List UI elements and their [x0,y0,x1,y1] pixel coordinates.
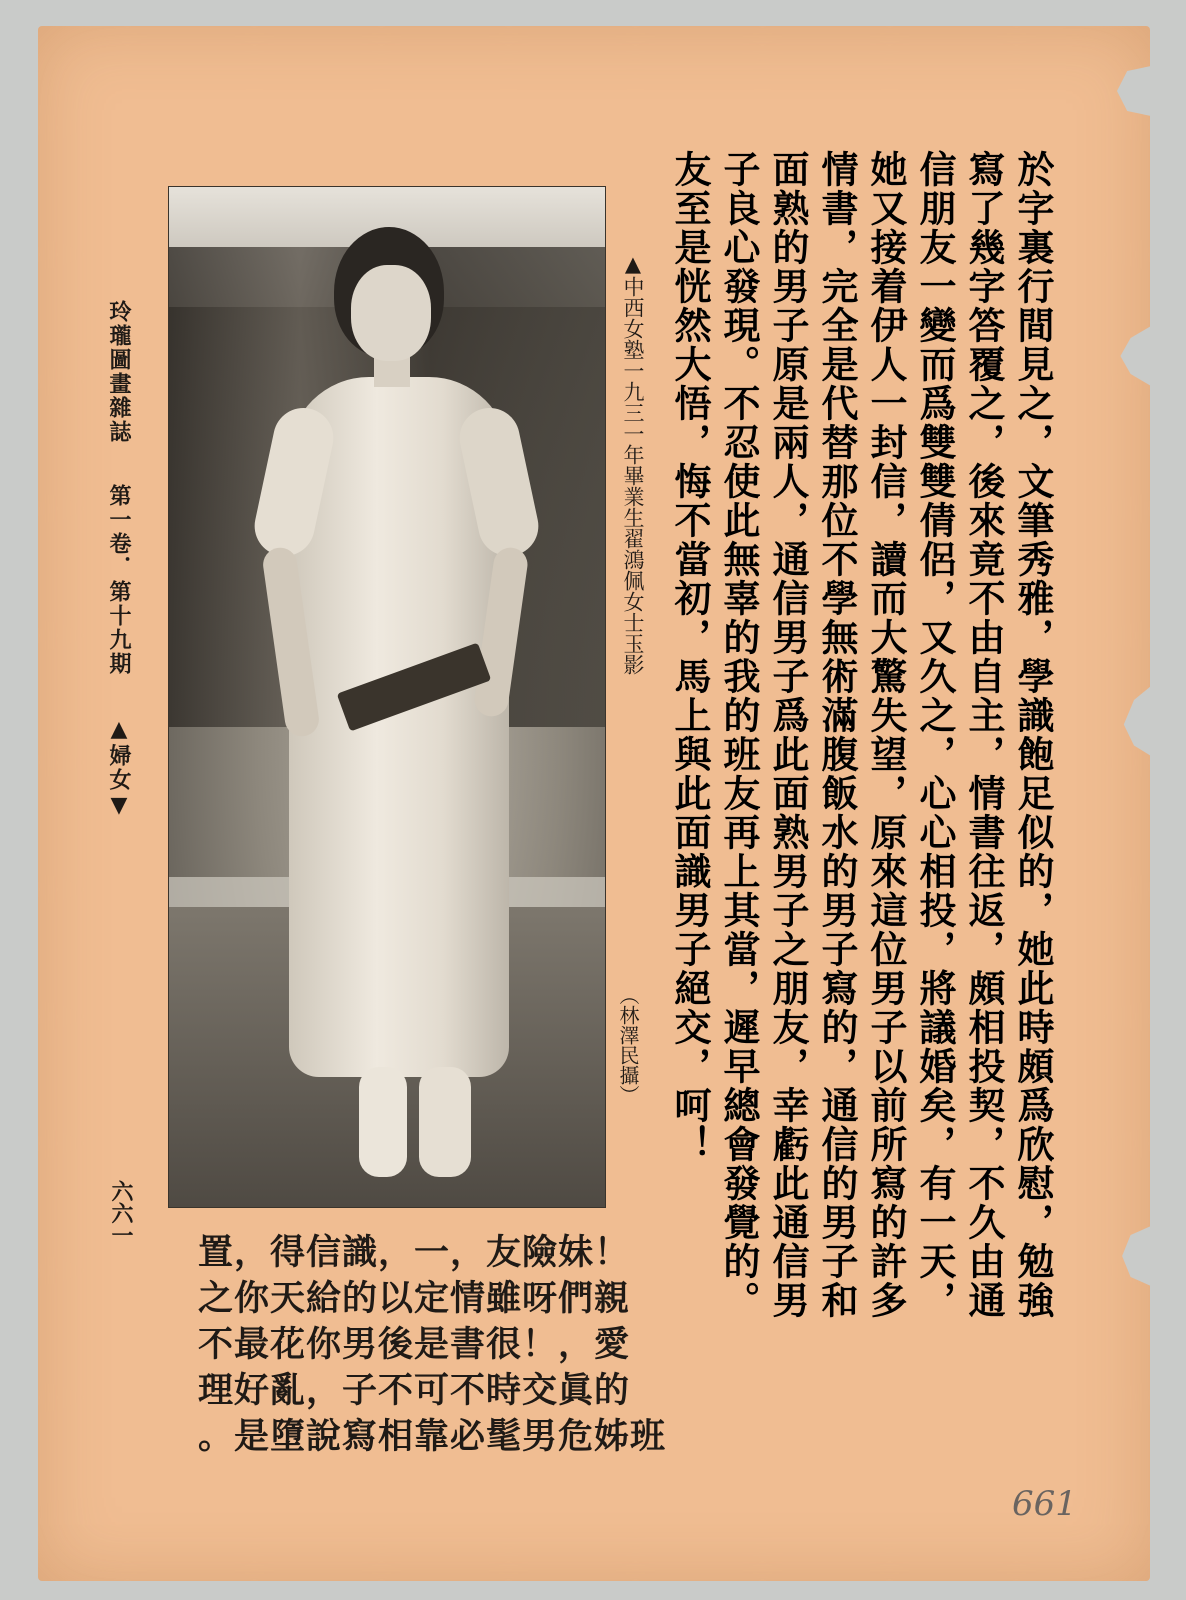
page-number: 六六一 [108,1180,134,1246]
text-column: 於字裏行間見之，文筆秀雅，學識飽足似的，她此時頗爲欣慰，勉強 [1011,150,1055,1320]
text-column: 她又接着伊人一封信，讀而大驚失望，原來這位男子以前所寫的許多 [864,150,908,1320]
section-label: ▲婦女▼ [106,716,132,820]
running-head [104,300,135,1200]
figure-face [351,265,431,361]
photo-credit: （林澤民攝） [616,985,640,1105]
magazine-title: 玲瓏圖畫雜誌 [106,300,132,444]
text-column: 面熟的男子原是兩人，通信男子爲此面熟男子之朋友，幸虧此通信男 [766,150,810,1320]
text-column: 子良心發現。不忍使此無辜的我的班友再上其當，遲早總會發覺的。 [717,150,761,1320]
text-column: 情書，完全是代替那位不學無術滿腹飯水的男子寫的，通信的男子和 [815,150,859,1320]
text-column: 友至是恍然大悟，悔不當初，馬上與此面識男子絕交，呵！ [668,150,712,1164]
text-row: 之你天給的以定情雖呀們親 [198,1278,631,1319]
text-row: 。是墮說寫相靠必髦男危姊班 [198,1416,667,1457]
article-body-lower [198,1230,758,1465]
text-row: 理好亂，子不可不時交眞的 [198,1370,631,1411]
torn-edge [1117,686,1151,756]
issue-label: 第一卷．第十九期 [106,484,132,676]
figure-leg [359,1067,407,1177]
article-body-upper [662,150,1057,1320]
text-row: 置，得信識，一，友險妹！ [198,1232,631,1273]
photo-caption: ▲中西女塾一九三一年畢業生翟鴻佩女士玉影 [621,252,645,675]
torn-edge [1117,66,1151,116]
portrait-photo [168,186,606,1208]
text-column: 信朋友一變而爲雙雙倩侶，又久之，心心相投，將議婚矣，有一天， [913,150,957,1320]
text-column: 寫了幾字答覆之，後來竟不由自主，情書往返，頗相投契，不久由通 [962,150,1006,1320]
text-row: 不最花你男後是書很！，愛 [198,1324,631,1365]
figure-leg [419,1067,471,1177]
figure-neck [374,357,410,387]
torn-edge [1117,326,1151,386]
torn-edge [1117,1226,1151,1286]
handwritten-page-number: 661 [1012,1484,1077,1524]
